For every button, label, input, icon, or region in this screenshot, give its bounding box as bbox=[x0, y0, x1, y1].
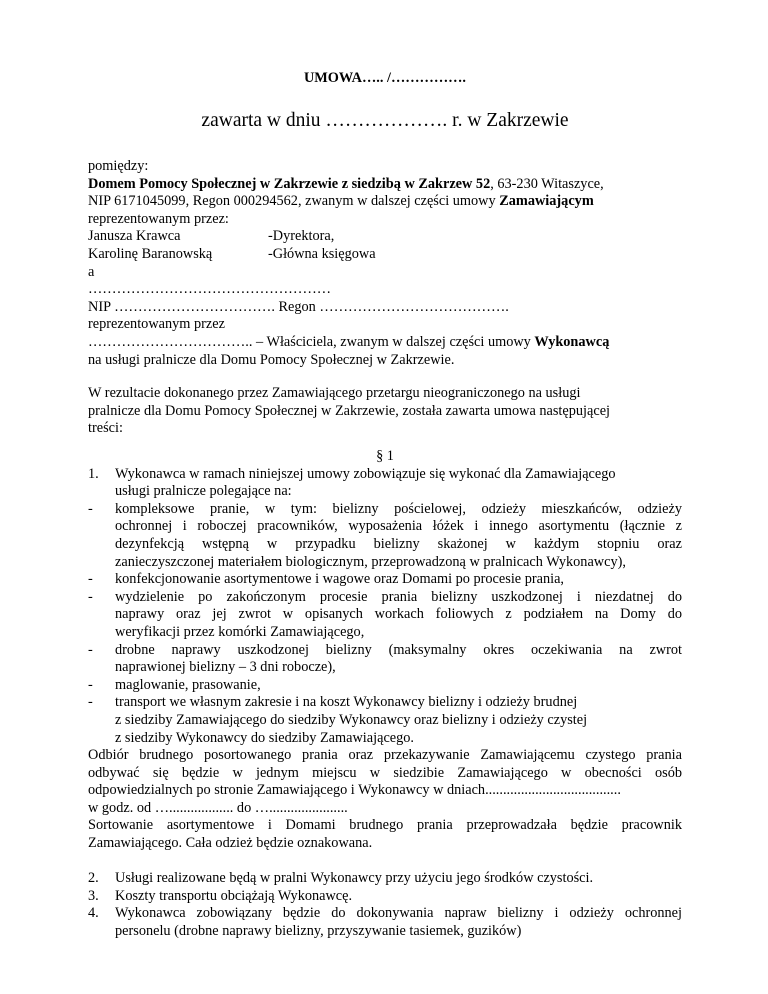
wykonawca-term: Wykonawcą bbox=[534, 333, 610, 350]
dash-marker: - bbox=[88, 588, 93, 605]
text-line: naprawy oraz jej zwrot w opisanych workach foliowych z podziałem na Domy do bbox=[115, 606, 682, 623]
nip-regon-line: NIP ……………………………. Regon …………………………………. bbox=[88, 298, 509, 315]
text-line: naprawionej bielizny – 3 dni robocze), bbox=[115, 659, 336, 676]
list-item bbox=[88, 905, 682, 940]
text-line: maglowanie, prasowanie, bbox=[115, 676, 261, 693]
text-line: W rezultacie dokonanego przez Zamawiającego przetargu nieograniczonego na usługi bbox=[88, 385, 581, 401]
section-sign: § 1 bbox=[376, 448, 394, 464]
text-line: Koszty transportu obciążają Wykonawcę. bbox=[115, 887, 353, 904]
dash-marker: - bbox=[88, 694, 93, 711]
text-line: w godz. od ….................. do …...................... bbox=[88, 799, 348, 816]
owner-text: …………………………….. – Właściciela, zwanym w dalszej części umowy bbox=[88, 333, 535, 350]
text-line: ochronnej i roboczej pracowników, wyposażenia łóżek i innego asortymentu (łącznie z bbox=[115, 518, 682, 535]
text-line: dezynfekcją wstępną w przypadku bielizny skażonej w każdym stopniu oraz bbox=[115, 535, 682, 552]
dash-marker: - bbox=[88, 641, 93, 658]
text-line: wydzielenie po zakończonym procesie prania bielizny uszkodzonej i niezdatnej do bbox=[115, 588, 682, 605]
list-number: 4. bbox=[88, 905, 99, 922]
text-line: drobne naprawy uszkodzonej bielizny (maksymalny okres oczekiwania na zwrot bbox=[115, 641, 682, 658]
representative-name: Karolinę Baranowską bbox=[88, 245, 213, 262]
bullet-item bbox=[88, 589, 682, 642]
list-item bbox=[88, 466, 682, 501]
text-line: Wykonawca zobowiązany będzie do dokonywania napraw bielizny i odzieży ochronnej bbox=[115, 905, 682, 922]
bullet-item bbox=[88, 501, 682, 571]
representative-role: -Dyrektora, bbox=[268, 228, 335, 245]
text-line: odbywać się będzie w jednym miejscu w siedzibie Zamawiającego w obecności osób bbox=[88, 764, 682, 781]
intro-paragraph bbox=[88, 385, 682, 438]
dash-marker: - bbox=[88, 500, 93, 517]
text-line: zanieczyszczonej materiałem biologicznym, przeprowadzoną w pralnicach Wykonawcy), bbox=[115, 553, 626, 570]
nip-text: NIP 6171045099, Regon 000294562, zwanym w dalszej części umowy bbox=[88, 193, 500, 210]
list-item bbox=[88, 888, 682, 906]
parties-block bbox=[88, 158, 682, 369]
dotted-line: …………………………………………… bbox=[88, 281, 332, 298]
bullet-item bbox=[88, 694, 682, 747]
text-line: z siedziby Wykonawcy do siedziby Zamawiającego. bbox=[115, 729, 415, 746]
party-address: , 63-230 Witaszyce, bbox=[490, 175, 604, 192]
dash-marker: - bbox=[88, 571, 93, 588]
text-line: Usługi realizowane będą w pralni Wykonawcy przy użyciu jego środków czystości. bbox=[115, 870, 594, 887]
party-name: Domem Pomocy Społecznej w Zakrzewie z siedzibą w Zakrzew 52 bbox=[88, 175, 491, 192]
text-line: Sortowanie asortymentowe i Domami brudnego prania przeprowadzała będzie pracownik bbox=[88, 817, 682, 834]
nip-line bbox=[88, 193, 682, 211]
bullet-item bbox=[88, 642, 682, 677]
text-line: pomiędzy: bbox=[88, 158, 149, 174]
text-line: Wykonawca w ramach niniejszej umowy zobowiązuje się wykonać dla Zamawiającego bbox=[115, 465, 616, 482]
text-line: a bbox=[88, 263, 95, 280]
party-line bbox=[88, 176, 682, 194]
text-line: reprezentowanym przez: bbox=[88, 210, 229, 227]
list-item bbox=[88, 870, 682, 888]
text-line: odpowiedzialnych po stronie Zamawiającego i Wykonawcy w dniach...................................... bbox=[88, 782, 621, 799]
document-subtitle: zawarta w dniu ………………. r. w Zakrzewie bbox=[201, 110, 569, 131]
list-number: 3. bbox=[88, 887, 99, 904]
text-line: reprezentowanym przez bbox=[88, 316, 225, 333]
text-line: pralnicze dla Domu Pomocy Społecznej w Zakrzewie, została zawarta umowa następującej bbox=[88, 402, 611, 419]
text-line: na usługi pralnicze dla Domu Pomocy Społecznej w Zakrzewie. bbox=[88, 351, 455, 368]
bullet-item bbox=[88, 571, 682, 589]
text-line: transport we własnym zakresie i na koszt Wykonawcy bielizny i odzieży brudnej bbox=[115, 694, 578, 711]
text-line: weryfikacji przez komórki Zamawiającego, bbox=[115, 623, 365, 640]
bullet-item bbox=[88, 677, 682, 695]
list-number: 1. bbox=[88, 465, 99, 482]
text-line: Zamawiającego. Cała odzież będzie oznakowana. bbox=[88, 835, 373, 852]
text-line: treści: bbox=[88, 420, 123, 437]
text-line: personelu (drobne naprawy bielizny, przyszywanie tasiemek, guzików) bbox=[115, 923, 522, 940]
document-title: UMOWA….. /……………. bbox=[303, 70, 467, 86]
representative-name: Janusza Krawca bbox=[88, 228, 181, 245]
representative-row bbox=[88, 246, 682, 264]
text-line: Odbiór brudnego posortowanego prania oraz przekazywanie Zamawiającemu czystego prania bbox=[88, 747, 682, 764]
section-1 bbox=[88, 448, 682, 941]
representative-role: -Główna księgowa bbox=[268, 245, 376, 262]
list-number: 2. bbox=[88, 870, 99, 887]
dash-marker: - bbox=[88, 676, 93, 693]
text-line: usługi pralnicze polegające na: bbox=[115, 483, 292, 500]
text-line: konfekcjonowanie asortymentowe i wagowe oraz Domami po procesie prania, bbox=[115, 571, 565, 588]
zamawiajacy-term: Zamawiającym bbox=[499, 193, 594, 210]
text-line: kompleksowe pranie, w tym: bielizny pościelowej, odzieży mieszkańców, odzieży bbox=[115, 500, 682, 517]
owner-line bbox=[88, 334, 682, 352]
text-line: z siedziby Zamawiającego do siedziby Wykonawcy oraz bielizny i odzieży czystej bbox=[115, 711, 588, 728]
representative-row bbox=[88, 228, 682, 246]
